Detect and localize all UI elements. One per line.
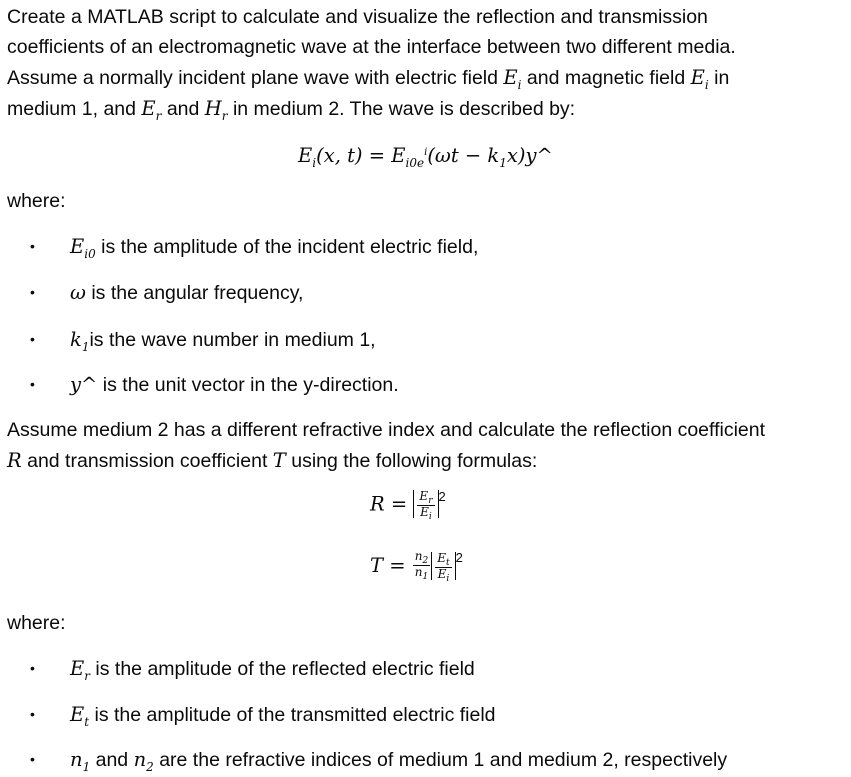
math-symbol: $E_i$ bbox=[690, 66, 709, 92]
intro-text: in bbox=[708, 67, 730, 89]
formula-transmission: T = $\frac{n_2}{n_1}$ $\frac{E_t}{E_i}$ $^2$ bbox=[370, 549, 463, 584]
list-item: • $k_1is$ the wave number in medium 1, bbox=[30, 325, 376, 357]
bullet-icon: • bbox=[30, 706, 35, 722]
bullet-icon: • bbox=[30, 376, 35, 392]
assume-line-2: R and transmission coefficient T using the following formulas: bbox=[7, 449, 538, 472]
list-item: • $E_{i0}$ is the amplitude of the incident electric field, bbox=[30, 232, 478, 264]
bullet-icon: • bbox=[30, 660, 35, 676]
list-item: • ω is the angular frequency, bbox=[30, 278, 303, 309]
intro-text: in medium 2. The wave is described by: bbox=[227, 98, 576, 120]
intro-line-3 bbox=[7, 63, 729, 95]
bullet-icon: • bbox=[30, 284, 35, 300]
math-symbol: $H_r$ bbox=[204, 97, 228, 123]
intro-text: medium 1, and bbox=[7, 98, 142, 120]
intro-text: and bbox=[161, 98, 205, 120]
list-item: • $E_r$ is the amplitude of the reflected electric field bbox=[30, 654, 475, 686]
intro-line-4 bbox=[7, 94, 575, 126]
math-symbol: $E_i$ bbox=[503, 66, 522, 92]
bullet-icon: • bbox=[30, 331, 35, 347]
bullet-icon: • bbox=[30, 238, 35, 254]
intro-text: Assume a normally incident plane wave with electric field bbox=[7, 67, 504, 89]
assume-line-1: Assume medium 2 has a different refractive index and calculate the reflection coefficient bbox=[7, 419, 766, 441]
intro-text: and magnetic field bbox=[521, 67, 691, 89]
intro-line-2: coefficients of an electromagnetic wave at the interface between two different media. bbox=[7, 36, 736, 58]
math-symbol: $E_r$ bbox=[141, 97, 162, 123]
where-label-2: where: bbox=[7, 612, 66, 634]
formula-reflection: R = $\frac{E_r}{E_i}$ $^2$ bbox=[370, 488, 446, 522]
list-item: • $n_1$ and $n_2$ are the refractive indices of medium 1 and medium 2, respectively bbox=[30, 745, 727, 777]
list-item: • y^ is the unit vector in the y-direction. bbox=[30, 370, 399, 401]
where-label-1: where: bbox=[7, 190, 66, 212]
wave-equation: $E_i(x$, $t) = E_{i0e}^i(\omega t$ − $k_1x)y\^{}$ bbox=[298, 144, 553, 170]
intro-line-1: Create a MATLAB script to calculate and visualize the reflection and transmission bbox=[7, 6, 708, 28]
bullet-icon: • bbox=[30, 751, 35, 767]
list-item: • $E_t$ is the amplitude of the transmitted electric field bbox=[30, 700, 496, 732]
